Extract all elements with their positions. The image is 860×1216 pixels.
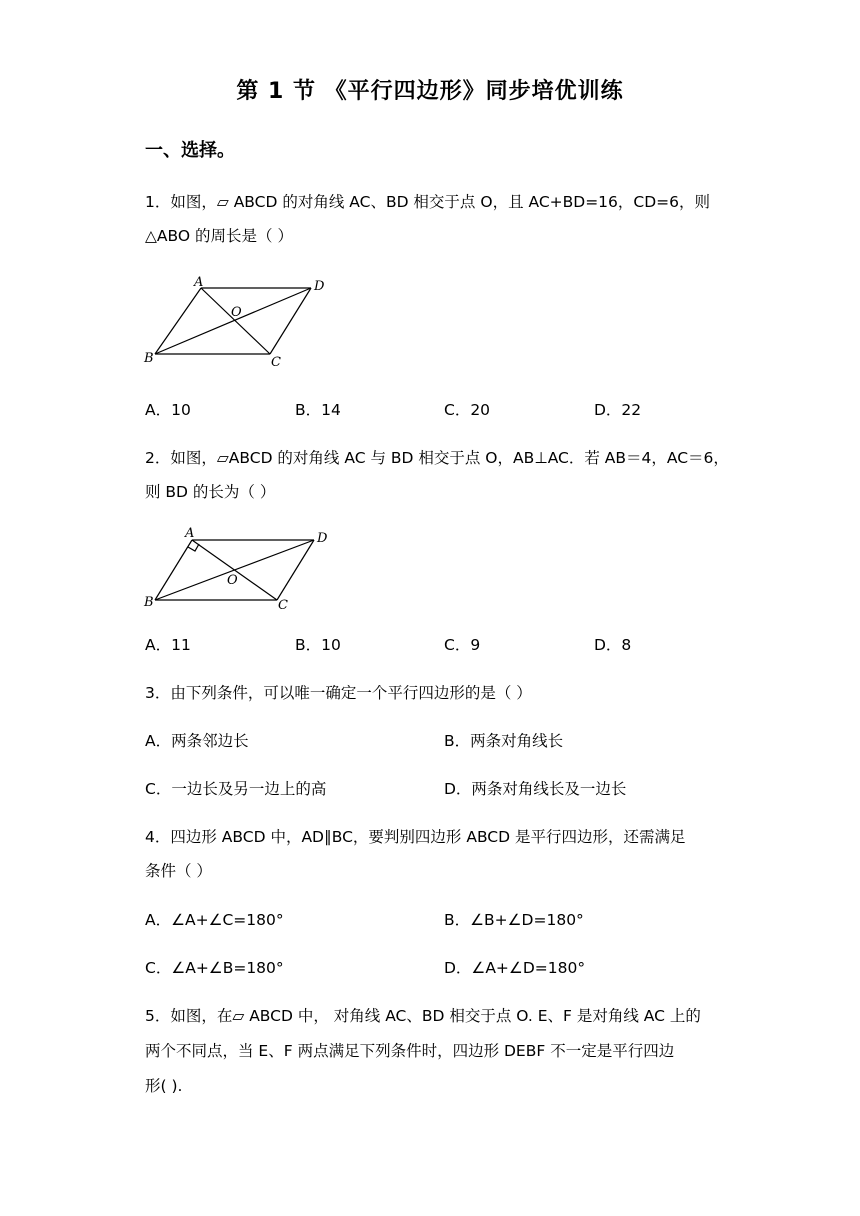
q1-option-b[interactable]: B．14 xyxy=(295,401,341,419)
q2-label-a: A xyxy=(185,526,195,541)
q4-option-a[interactable]: A．∠A+∠C=180° xyxy=(145,911,284,929)
q2-label-d: D xyxy=(317,531,328,546)
q4-option-c[interactable]: C．∠A+∠B=180° xyxy=(145,959,284,977)
q1-option-a[interactable]: A．10 xyxy=(145,401,191,419)
q2-label-o: O xyxy=(227,573,238,588)
q2-option-c[interactable]: C．9 xyxy=(444,636,481,654)
q1-line1: 1．如图，▱ ABCD 的对角线 AC、BD 相交于点 O，且 AC+BD=16，CD=6，则 xyxy=(145,193,711,211)
q2-parallelogram-figure xyxy=(140,522,340,617)
q5-line1: 5．如图，在▱ ABCD 中， 对角线 AC、BD 相交于点 O. E、F 是对角线 AC 上的 xyxy=(145,1007,701,1025)
q1-side-cd xyxy=(270,288,311,354)
q3-option-a[interactable]: A．两条邻边长 xyxy=(145,732,249,750)
q1-label-c: C xyxy=(271,355,281,370)
q3-option-d[interactable]: D．两条对角线长及一边长 xyxy=(444,780,627,798)
q1-label-a: A xyxy=(194,275,204,290)
q2-side-ab xyxy=(155,540,192,600)
q4-line2: 条件（ ） xyxy=(145,862,212,880)
q2-option-a[interactable]: A．11 xyxy=(145,636,191,654)
q2-label-b: B xyxy=(144,595,154,610)
section-heading: 一、选择。 xyxy=(145,140,235,161)
q4-option-b[interactable]: B．∠B+∠D=180° xyxy=(444,911,584,929)
q1-line2: △ABO 的周长是（ ） xyxy=(145,227,293,245)
q2-line1: 2．如图，▱ABCD 的对角线 AC 与 BD 相交于点 O，AB⊥AC．若 AB＝4，AC＝6， xyxy=(145,449,729,467)
q2-option-b[interactable]: B．10 xyxy=(295,636,341,654)
q1-option-c[interactable]: C．20 xyxy=(444,401,491,419)
q4-line1: 4．四边形 ABCD 中，AD∥BC，要判别四边形 ABCD 是平行四边形，还需满足 xyxy=(145,828,686,846)
q1-parallelogram-figure xyxy=(140,272,340,372)
q5-line2: 两个不同点，当 E、F 两点满足下列条件时，四边形 DEBF 不一定是平行四边 xyxy=(145,1042,675,1060)
q2-side-cd xyxy=(277,540,314,600)
q1-label-b: B xyxy=(144,351,154,366)
q2-line2: 则 BD 的长为（ ） xyxy=(145,483,276,501)
q1-diagonal-ac xyxy=(201,288,270,354)
q1-label-o: O xyxy=(231,305,242,320)
q5-line3: 形( ). xyxy=(145,1077,183,1095)
q3-option-b[interactable]: B．两条对角线长 xyxy=(444,732,564,750)
q3-line1: 3．由下列条件，可以唯一确定一个平行四边形的是（ ） xyxy=(145,684,532,702)
q2-option-d[interactable]: D．8 xyxy=(594,636,632,654)
q4-option-d[interactable]: D．∠A+∠D=180° xyxy=(444,959,586,977)
q2-diagonal-bd xyxy=(155,540,314,600)
page-title: 第 1 节 《平行四边形》同步培优训练 xyxy=(236,79,624,104)
q1-label-d: D xyxy=(314,279,325,294)
q1-option-d[interactable]: D．22 xyxy=(594,401,642,419)
q3-option-c[interactable]: C．一边长及另一边上的高 xyxy=(145,780,327,798)
q2-right-angle-mark xyxy=(188,544,199,551)
q2-label-c: C xyxy=(278,598,288,613)
